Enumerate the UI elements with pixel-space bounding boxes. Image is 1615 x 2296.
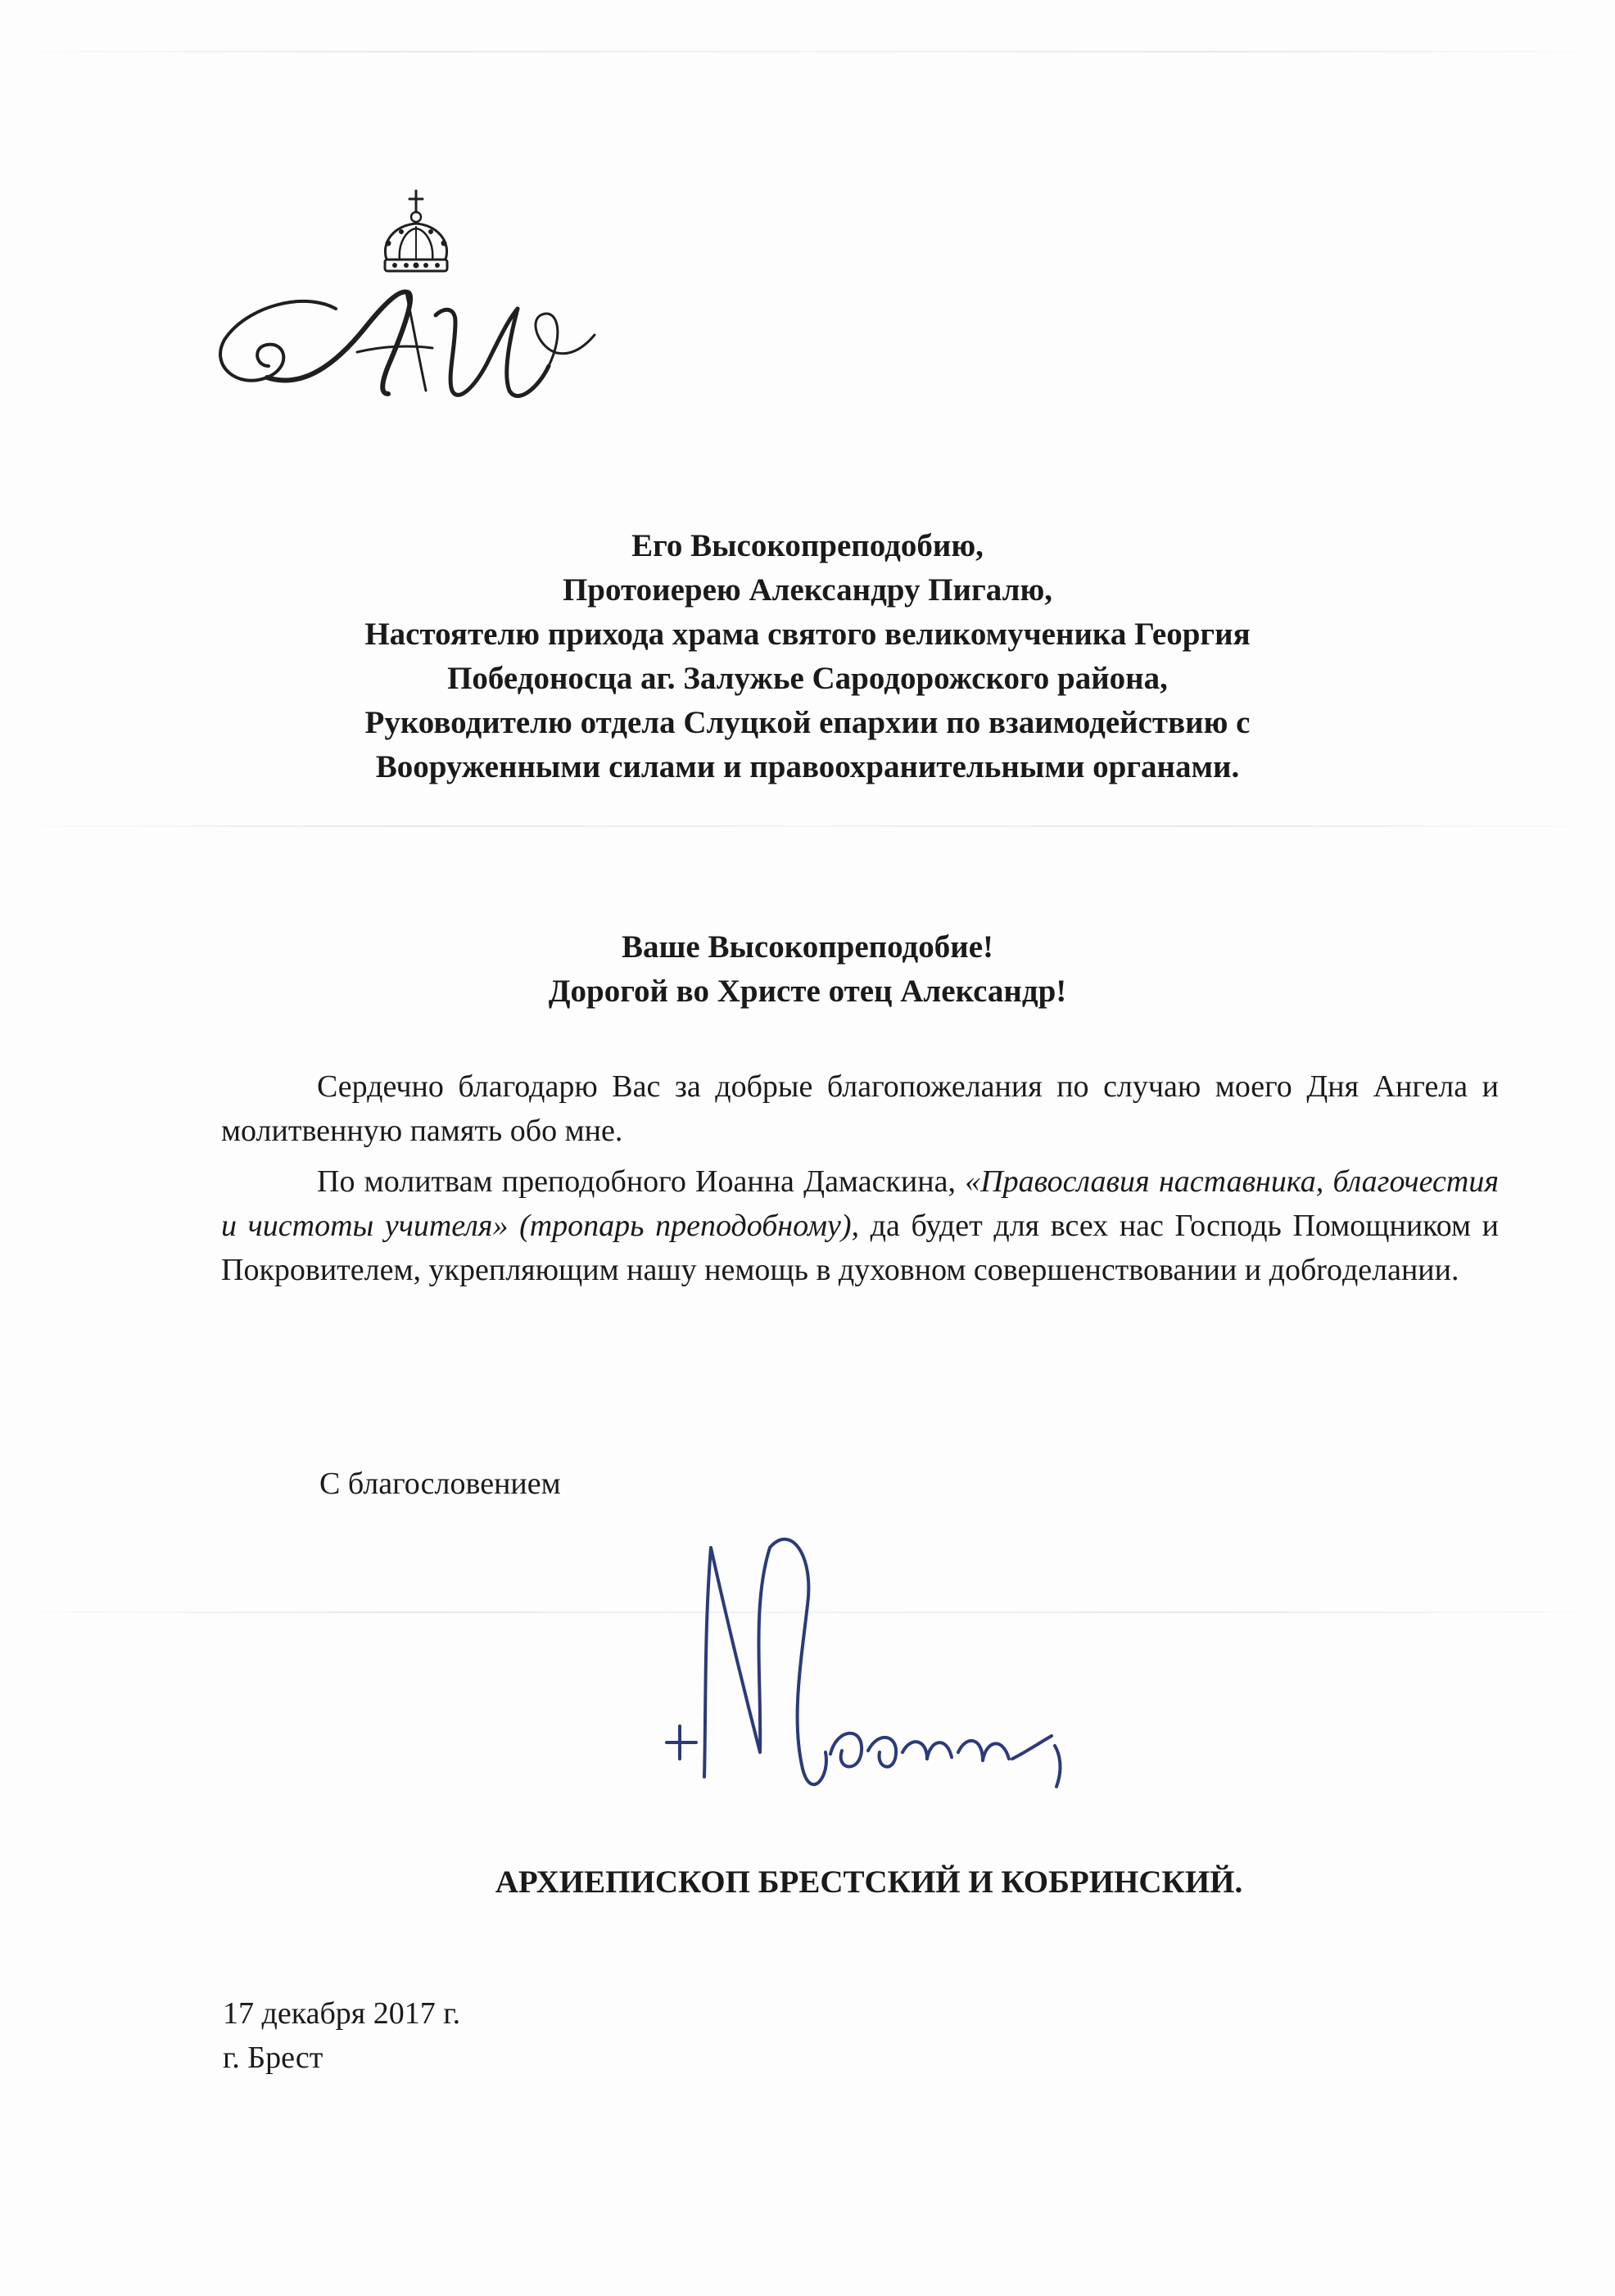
fold-line-middle [0, 825, 1615, 827]
closing-phrase: С благословением [319, 1467, 561, 1501]
letter-place: г. Брест [223, 2041, 323, 2075]
letter-date: 17 декабря 2017 г. [223, 1996, 461, 2031]
paragraph-2-tail: да будет для всех нас Господь Помощником и Покровителем, укрепляющим нашу немощь в духовном совершенствовании и добroделании. [221, 1209, 1500, 1287]
addressee-line: Вооруженными силами и правоохранительными органами. [375, 749, 1240, 784]
salutation [0, 925, 1615, 1014]
body-paragraph-2 [221, 1159, 1499, 1292]
addressee-block [0, 524, 1615, 789]
addressee-line: Руководителю отдела Слуцкой епархии по взаимодействию с [364, 705, 1251, 740]
date-place-block [223, 1991, 460, 2080]
fold-line-top [0, 51, 1615, 52]
signatory-title: АРХИЕПИСКОП БРЕСТСКИЙ И КОБРИНСКИЙ. [495, 1864, 1243, 1900]
body-paragraph-1: Сердечно благодарю Вас за добрые благопожелания по случаю моего Дня Ангела и молитвенную память обо мне. [221, 1069, 1499, 1148]
handwritten-signature [647, 1531, 1188, 1851]
addressee-line: Настоятелю прихода храма святого великомученика Георгия [364, 617, 1251, 652]
addressee-line: Победоносца аг. Залужье Сародорожского района, [447, 661, 1168, 696]
salutation-line: Ваше Высокопреподобие! [621, 929, 994, 965]
paragraph-2-lead: По молитвам преподобного Иоанна Дамаскина, [317, 1164, 966, 1199]
addressee-line: Его Высокопреподобию, [631, 528, 984, 563]
letter-body [221, 1064, 1499, 1299]
troparion-quote: «Православия наставника, благочестия и чистоты учителя» (тропарь преподобному), [221, 1164, 1499, 1243]
salutation-line: Дорогой во Христе отец Александр! [548, 974, 1067, 1009]
addressee-line: Протоиерею Александру Пигалю, [562, 572, 1053, 608]
crowned-monogram-logo [213, 184, 598, 418]
